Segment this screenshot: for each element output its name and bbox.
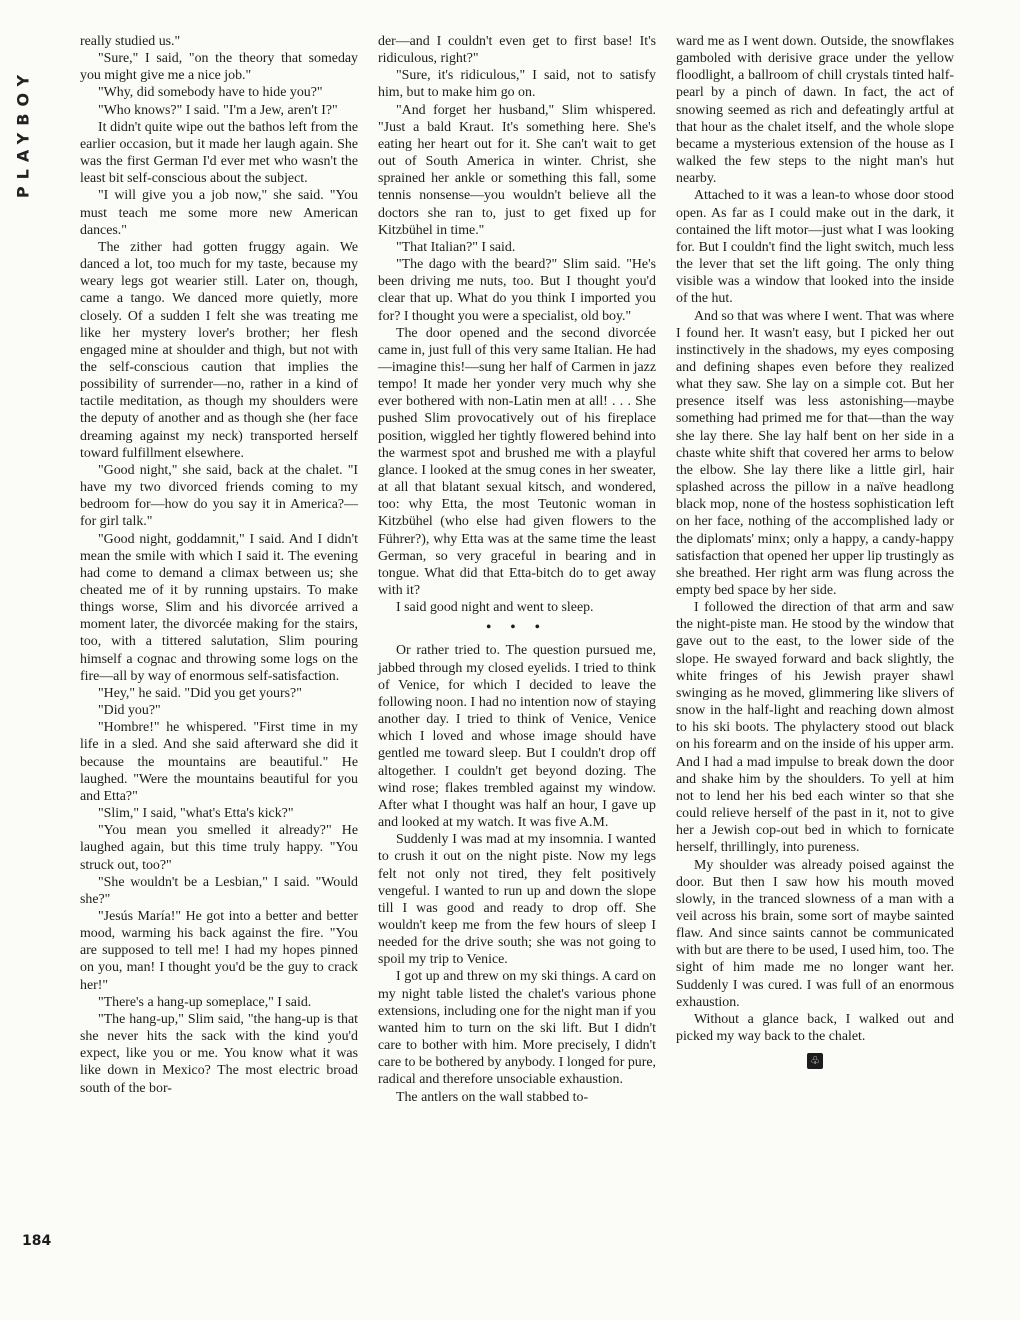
article-paragraph: "Slim," I said, "what's Etta's kick?": [98, 806, 294, 822]
article-paragraph: "You mean you smelled it already?" He laughed again, but this time truly happy. "You struck out, too?": [80, 823, 358, 873]
article-paragraph: "I will give you a job now," she said. "You must teach me some more new American dances.": [80, 188, 358, 238]
article-paragraph: "Good night, goddamnit," I said. And I didn't mean the smile with which I said it. The evening had come to demand a climax between us; she cheated me of it by running upstairs. To make things worse, Slim and his divorcée arrived a moment later, the divorcée making for the stairs, too, with a tittered salutation, Slim pouring himself a cognac and throwing some logs on the fire—all by way of enormous self-satisfaction.: [80, 531, 358, 684]
article-paragraph: It didn't quite wipe out the bathos left from the earlier occasion, but it made her laugh again. She was the first German I'd ever met who wasn't the least bit self-conscious about the subject.: [80, 119, 358, 187]
masthead-text: PLAYBOY: [13, 67, 33, 199]
article-paragraph: "And forget her husband," Slim whispered. "Just a bald Kraut. It's something here. She's eating her heart out for it. She can't wait to get out of South America in winter. Christ, she sprained her ankle or something this fall, some tennis nonsense—you wouldn't believe all the doctors she ran to, just to get fixed up for Kitzbühel in time.": [378, 102, 656, 238]
article-column-2: [378, 33, 656, 1106]
article-paragraph: "That Italian?" I said.: [396, 239, 516, 255]
article-paragraph: der—and I couldn't even get to first base! It's ridiculous, right?": [378, 34, 656, 67]
article-paragraph: Without a glance back, I walked out and picked my way back to the chalet.: [676, 1011, 954, 1045]
end-mark: [676, 1049, 954, 1069]
article-paragraph: "Good night," she said, back at the chalet. "I have my two divorced friends coming to my bedroom for—how do you say it in America?—for girl talk.": [80, 462, 358, 530]
article-paragraph: My shoulder was already poised against the door. But then I saw how his mouth moved slowly, in the tranced slowness of a man with a veil across his brain, some sort of maybe sainted flaw. And since saints cannot be communicated with but are there to be used, I used him, too. The sight of him made me no longer want her. Suddenly I was cured. I was full of an enormous exhaustion.: [676, 857, 954, 1010]
article-paragraph: The door opened and the second divorcée came in, just full of this very same Italian. He had—imagine this!—sung her half of Carmen in jazz tempo! It made her yonder very much why she ever bothered with non-Latin men at all! . . . She pushed Slim provocatively out of his fireplace position, wiggled her tightly flowered behind into the warmest spot and brushed me with a playful glance. I looked at the smug cones in her sweater, at all that blatant sexual kitsch, and wondered, too: why Etta, the most Teutonic woman in Kitzbühel (who else had given flowers to the Führer?), why Etta was at the same time the least German, so very graceful in bearing and in tongue. What did that Etta-bitch do to get away with it?: [378, 325, 656, 598]
article-paragraph: Suddenly I was mad at my insomnia. I wanted to crush it out on the night piste. Now my legs felt not only not tired, they felt positively vengeful. I wanted to run up and down the slope till I was good and ready to drop off. She wouldn't keep me from the few hours of sleep I needed for the drive south; she was not going to spoil my trip to Venice.: [378, 832, 656, 968]
article-paragraph: "The hang-up," Slim said, "the hang-up is that she never hits the sack with the kind you'd expect, like you or me. You know what it was like down in Mexico? The most electric broad south of the bor-: [80, 1011, 358, 1096]
article-paragraph: "Hey," he said. "Did you get yours?": [98, 685, 302, 701]
article-paragraph: "Did you?": [98, 703, 161, 719]
article-paragraph: "She wouldn't be a Lesbian," I said. "Would she?": [80, 874, 358, 907]
page-number: 184: [22, 1233, 52, 1249]
magazine-masthead: [8, 38, 38, 228]
article-paragraph: "Sure, it's ridiculous," I said, not to satisfy him, but to make him go on.: [378, 68, 656, 101]
article-paragraph: ward me as I went down. Outside, the snowflakes gamboled with derisive grace under the yellow floodlight, a ballroom of chill crystals tinted half-pearl by a pinch of dawn. In fact, the act of snowing seemed as rich and defeatingly artful at that hour as the chalet itself, and the whole slope became a mysterious extension of the house as I walked the few steps to the night man's hut nearby.: [676, 34, 954, 187]
article-paragraph: "Sure," I said, "on the theory that someday you might give me a nice job.": [80, 51, 358, 84]
section-break: • • •: [486, 620, 548, 636]
article-paragraph: "Hombre!" he whispered. "First time in my life in a sled. And she said afterward she did it because the mountains are beautiful." He laughed. "Were the mountains beautiful for you and Etta?": [80, 720, 358, 804]
article-column-1: [80, 33, 358, 1097]
article-paragraph: Attached to it was a lean-to whose door stood open. As far as I could make out in the dark, it contained the lift motor—just what I was looking for. But I couldn't find the light switch, much less the lever that set the lift going. The only thing visible was a window that looked into the inside of the hut.: [676, 188, 954, 307]
article-paragraph: I followed the direction of that arm and saw the night-piste man. He stood by the window that gave out to the east, to the lower side of the slope. He swayed forward and back slightly, the white fringes of his Jewish prayer shawl swinging as he moved, glimmering like slivers of snow in the half-light and reaching down almost to his ski boots. The phylactery stood out black on his forearm and on the inside of his upper arm. And I had a mad impulse to break down the door and shake him by the shoulders. To yell at him not to lend her his bed each winter so that she could relieve herself of the past in it, not to give her a Jewish cop-out bed in which to fornicate herself, thrillingly, into pureness.: [676, 600, 954, 856]
article-paragraph: "Who knows?" I said. "I'm a Jew, aren't I?": [98, 102, 338, 118]
article-paragraph: I said good night and went to sleep.: [396, 600, 594, 616]
article-column-3: [676, 33, 954, 1069]
article-paragraph: I got up and threw on my ski things. A card on my night table listed the chalet's various phone extensions, including one for the night man if you wanted him to turn on the ski lift. But I didn't care to bother with him. More precisely, I didn't care to be bothered by anybody. I longed for pure, radical and therefore unsociable exhaustion.: [378, 969, 656, 1088]
rabbit-head-icon: ♧: [807, 1053, 823, 1069]
article-paragraph: "There's a hang-up someplace," I said.: [98, 994, 312, 1010]
article-paragraph: The antlers on the wall stabbed to-: [396, 1089, 589, 1105]
article-paragraph: "The dago with the beard?" Slim said. "He's been driving me nuts, too. But I thought you'd clear that up. What do you think I imported you for? I thought you were a specialist, old boy.": [378, 257, 656, 324]
article-paragraph: really studied us.": [80, 34, 181, 49]
article-paragraph: "Why, did somebody have to hide you?": [98, 85, 323, 101]
article-paragraph: And so that was where I went. That was where I found her. It wasn't easy, but I picked her out instinctively in the shadows, my eyes composing and defining shapes even before they realized what they saw. She lay on a simple cot. But her presence itself was less astonishing—maybe something had primed me for that—than the way she lay there. She lay half bent on her side in a chaste white shift that covered her arms to below the elbow. She lay there like a little girl, hair splashed across the pillow in a naïve headlong black mop, none of the hostess sophistication left on her face, nothing of the accomplished lady or the diplomats' minx; only a happy, a candy-happy satisfaction that opened her upper lip trustingly as she breathed. Her right arm was flung across the empty bed space by her side.: [676, 308, 954, 598]
article-paragraph: Or rather tried to. The question pursued me, jabbed through my closed eyelids. I tried to think of Venice, for which I decided to leave the following noon. I had no intention now of staying another day. I tried to think of Venice, Venice which I loved and whose image should have gentled me toward sleep. But I couldn't drop off altogether. I couldn't get beyond dozing. The wind rose; flakes trembled against my window. After what I thought was half an hour, I gave up and looked at my watch. It was five A.M.: [378, 643, 656, 831]
article-paragraph: The zither had gotten fruggy again. We danced a lot, too much for my taste, because my weary legs got wearier still. Later on, though, came a tango. We danced more quietly, more closely. Of a sudden I felt she was treating me like her mystery lover's brother; her flesh engaged mine at shoulder and thigh, but not with the self-conscious caution that implies the possibility of surrender—no, rather in a kind of tactile meditation, as though my shoulders were the deputy of another and as though she (her face dreaming against my neck) transported herself toward fulfillment elsewhere.: [80, 239, 358, 461]
article-paragraph: "Jesús María!" He got into a better and better mood, warming his back against the fire. "You are supposed to tell me! I had my hopes pinned on you, man! I thought you'd be the guy to crack her!": [80, 908, 358, 993]
